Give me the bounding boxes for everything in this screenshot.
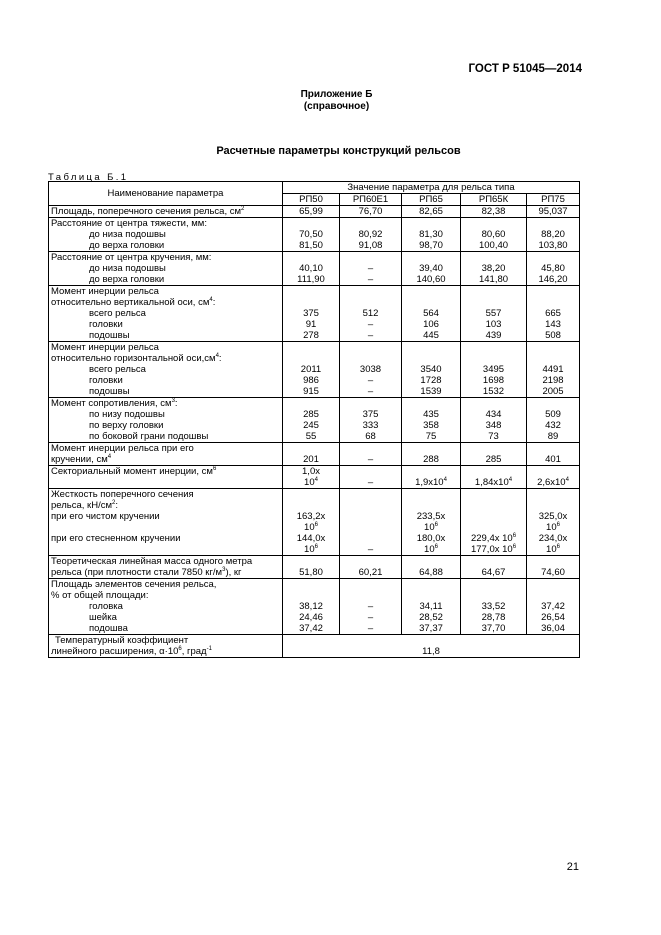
table-header-row <box>49 182 580 194</box>
header-type: РП65 <box>402 194 461 206</box>
value-cell: $1,9х10^4$ <box>402 466 461 489</box>
appendix-heading <box>0 89 661 113</box>
value-cell: 288 <box>402 443 461 466</box>
value-cell: 233,5х $10^6$ 180,0х $10^6$ <box>402 489 461 556</box>
appendix-subtitle: (справочное) <box>303 101 370 112</box>
param-label: Температурный коэффициент линейного расширения, $\alpha\cdot 10^6$, град$^{-1}$ <box>49 635 283 658</box>
value-cell: – <box>340 466 402 489</box>
rail-parameters-table <box>48 181 580 658</box>
value-cell: $1,84х10^4$ <box>461 466 527 489</box>
value-cell: 88,20 103,80 <box>527 218 580 252</box>
appendix-title: Приложение Б <box>300 89 373 100</box>
table-row <box>49 635 580 658</box>
value-cell: 509 432 89 <box>527 398 580 443</box>
value-cell: 37,42 26,54 36,04 <box>527 579 580 635</box>
param-label: Секториальный момент инерции, $см^6$ <box>49 466 283 489</box>
value-cell: 557 103 439 <box>461 286 527 342</box>
value-cell: 435 358 75 <box>402 398 461 443</box>
table-row <box>49 579 580 635</box>
value-cell: 82,38 <box>461 206 527 218</box>
param-label: Момент инерции рельса относительно горизонтальной $оси,см^4$: всего рельса головки подошвы <box>49 342 283 398</box>
value-cell: – – – <box>340 579 402 635</box>
value-cell: 3540 1728 1539 <box>402 342 461 398</box>
table-row <box>49 398 580 443</box>
header-type: РП60Е1 <box>340 194 402 206</box>
header-type: РП75 <box>527 194 580 206</box>
value-cell: 95,037 <box>527 206 580 218</box>
value-cell: 81,30 98,70 <box>402 218 461 252</box>
value-cell: 2011 986 915 <box>283 342 340 398</box>
param-label: Момент инерции рельса при его кручении, $см^4$ <box>49 443 283 466</box>
value-cell: 64,67 <box>461 556 527 579</box>
value-cell: 4491 2198 2005 <box>527 342 580 398</box>
value-cell: 564 106 445 <box>402 286 461 342</box>
value-cell: – <box>340 443 402 466</box>
value-cell: 34,11 28,52 37,37 <box>402 579 461 635</box>
value-cell: 3038 – – <box>340 342 402 398</box>
value-cell: $2,6х10^4$ <box>527 466 580 489</box>
value-cell: 39,40 140,60 <box>402 252 461 286</box>
value-cell: 1,0х $10^4$ <box>283 466 340 489</box>
value-cell: 74,60 <box>527 556 580 579</box>
value-cell: 60,21 <box>340 556 402 579</box>
param-label: Момент инерции рельса относительно вертикальной оси, $см^4$: всего рельса головки подошвы <box>49 286 283 342</box>
value-cell: 375 333 68 <box>340 398 402 443</box>
value-cell: 45,80 146,20 <box>527 252 580 286</box>
param-label: Расстояние от центра кручения, мм: до низа подошвы до верха головки <box>49 252 283 286</box>
param-label: Расстояние от центра тяжести, мм: до низа подошвы до верха головки <box>49 218 283 252</box>
header-type: РП65К <box>461 194 527 206</box>
table-row <box>49 218 580 252</box>
value-cell: 285 245 55 <box>283 398 340 443</box>
value-cell: 80,92 91,08 <box>340 218 402 252</box>
value-cell: 375 91 278 <box>283 286 340 342</box>
value-cell: 325,0х $10^6$ 234,0х $10^6$ <box>527 489 580 556</box>
table-row <box>49 342 580 398</box>
value-cell: 38,12 24,46 37,42 <box>283 579 340 635</box>
value-cell: 512 – – <box>340 286 402 342</box>
table-row <box>49 206 580 218</box>
table-row <box>49 466 580 489</box>
value-cell: 82,65 <box>402 206 461 218</box>
param-label: Момент сопротивления, $см^3$: по низу подошвы по верху головки по боковой грани подошвы <box>49 398 283 443</box>
table-row <box>49 286 580 342</box>
value-cell: 3495 1698 1532 <box>461 342 527 398</box>
page-number: 21 <box>566 861 579 873</box>
value-cell: 40,10 111,90 <box>283 252 340 286</box>
table-label: Таблица Б.1 <box>48 172 129 183</box>
value-cell: 285 <box>461 443 527 466</box>
value-cell: 434 348 73 <box>461 398 527 443</box>
header-param: Наименование параметра <box>49 182 283 206</box>
value-cell: 80,60 100,40 <box>461 218 527 252</box>
table-row <box>49 556 580 579</box>
param-label: Жесткость поперечного сечения рельса, $кН/см^2$: при его чистом кручении при его стесненном кручении <box>49 489 283 556</box>
standard-designation: ГОСТ Р 51045—2014 <box>468 63 582 75</box>
value-cell: 11,8 <box>283 635 580 658</box>
value-cell: 65,99 <box>283 206 340 218</box>
value-cell: 401 <box>527 443 580 466</box>
param-label: Площадь, поперечного сечения рельса, $см^2$ <box>49 206 283 218</box>
value-cell: – <box>340 489 402 556</box>
value-cell: 229,4х $10^6$ 177,0х $10^6$ <box>461 489 527 556</box>
value-cell: – – <box>340 252 402 286</box>
value-cell: 665 143 508 <box>527 286 580 342</box>
table-row <box>49 489 580 556</box>
table-row <box>49 443 580 466</box>
value-cell: 64,88 <box>402 556 461 579</box>
header-type: РП50 <box>283 194 340 206</box>
value-cell: 33,52 28,78 37,70 <box>461 579 527 635</box>
value-cell: 76,70 <box>340 206 402 218</box>
value-cell: 201 <box>283 443 340 466</box>
table-row <box>49 252 580 286</box>
param-label: Площадь элементов сечения рельса, % от общей площади: головка шейка подошва <box>49 579 283 635</box>
value-cell: 38,20 141,80 <box>461 252 527 286</box>
value-cell: 163,2х $10^6$ 144,0х $10^6$ <box>283 489 340 556</box>
section-title: Расчетные параметры конструкций рельсов <box>216 145 461 157</box>
param-label: Теоретическая линейная масса одного метра рельса (при плотности стали 7850 $кг/м^3$), кг <box>49 556 283 579</box>
value-cell: 70,50 81,50 <box>283 218 340 252</box>
value-cell: 51,80 <box>283 556 340 579</box>
header-value: Значение параметра для рельса типа <box>283 182 580 194</box>
